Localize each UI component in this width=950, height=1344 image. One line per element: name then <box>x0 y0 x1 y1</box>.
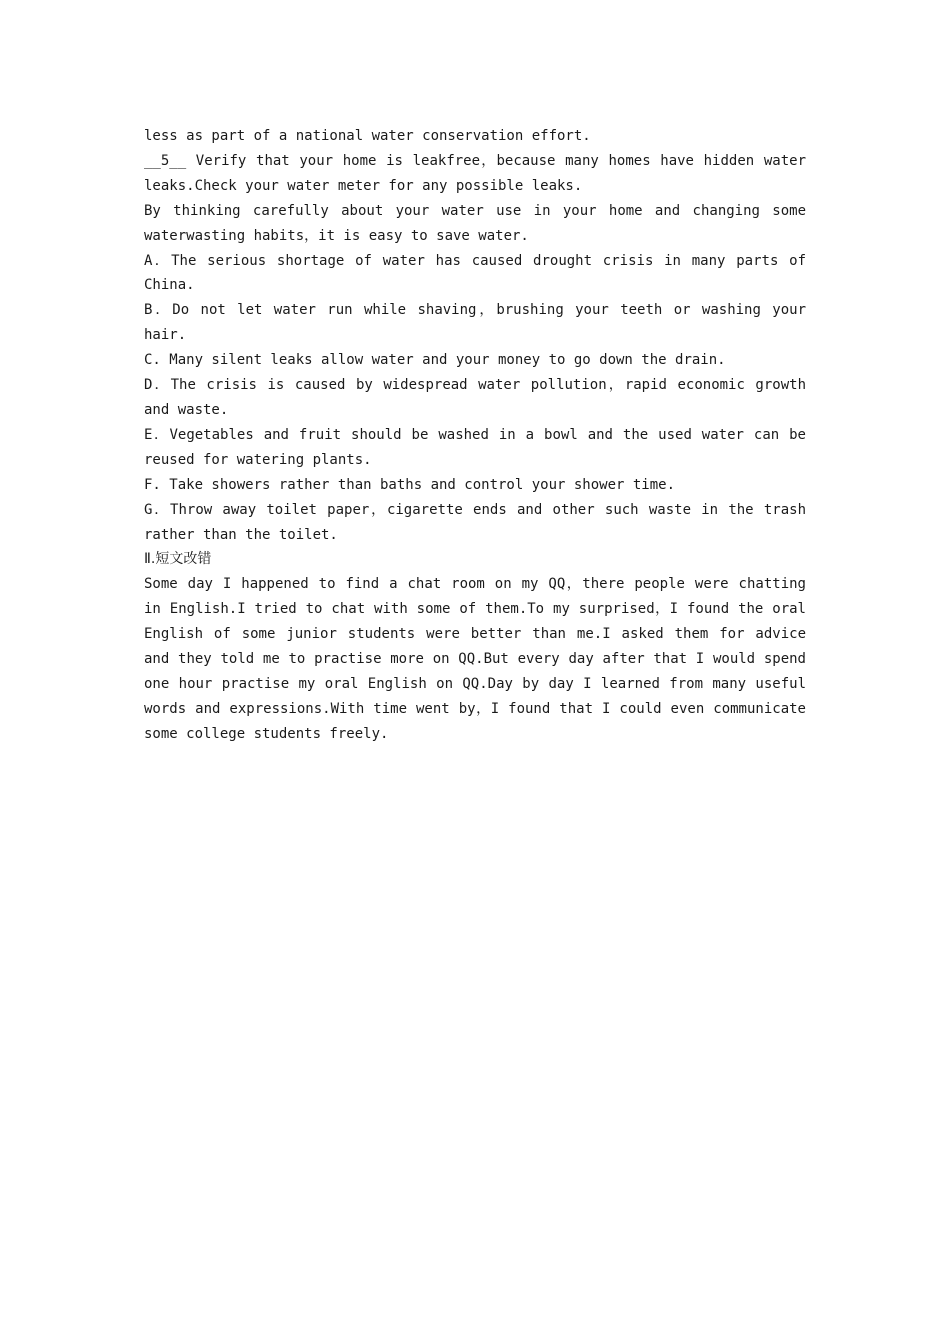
option-b: B．Do not let water run while shaving，brushing your teeth or washing your hair. <box>144 302 806 344</box>
document-content <box>144 124 806 747</box>
option-g: G．Throw away toilet paper，cigarette ends and other such waste in the trash rather than the toilet. <box>144 501 806 543</box>
passage-paragraph-conclusion: By thinking carefully about your water use in your home and changing some waterwasting habits，it is easy to save water. <box>144 202 806 244</box>
passage-paragraph: less as part of a national water conservation effort. <box>144 128 591 144</box>
option-e: E．Vegetables and fruit should be washed in a bowl and the used water can be reused for watering plants. <box>144 426 806 468</box>
option-c: C. Many silent leaks allow water and your money to go down the drain. <box>144 352 726 369</box>
error-correction-passage: Some day I happened to find a chat room on my QQ，there people were chatting in English.I tried to chat with some of them.To my surprised，I found the oral English of some junior students were better than me.I asked them for advice and they told me to practise more on QQ.But every day after that I would spend one hour practise my oral English on QQ.Day by day I learned from many useful words and expressions.With time went by，I found that I could even communicate some college students freely. <box>144 576 806 742</box>
option-f: F. Take showers rather than baths and control your shower time. <box>144 476 676 493</box>
section-heading: Ⅱ.短文改错 <box>144 551 212 568</box>
option-d: D．The crisis is caused by widespread water pollution，rapid economic growth and waste. <box>144 377 806 418</box>
passage-paragraph-blank-5: __5__ Verify that your home is leakfree，because many homes have hidden water leaks.Check your water meter for any possible leaks. <box>144 152 806 194</box>
option-a: A．The serious shortage of water has caused drought crisis in many parts of China. <box>144 252 806 294</box>
